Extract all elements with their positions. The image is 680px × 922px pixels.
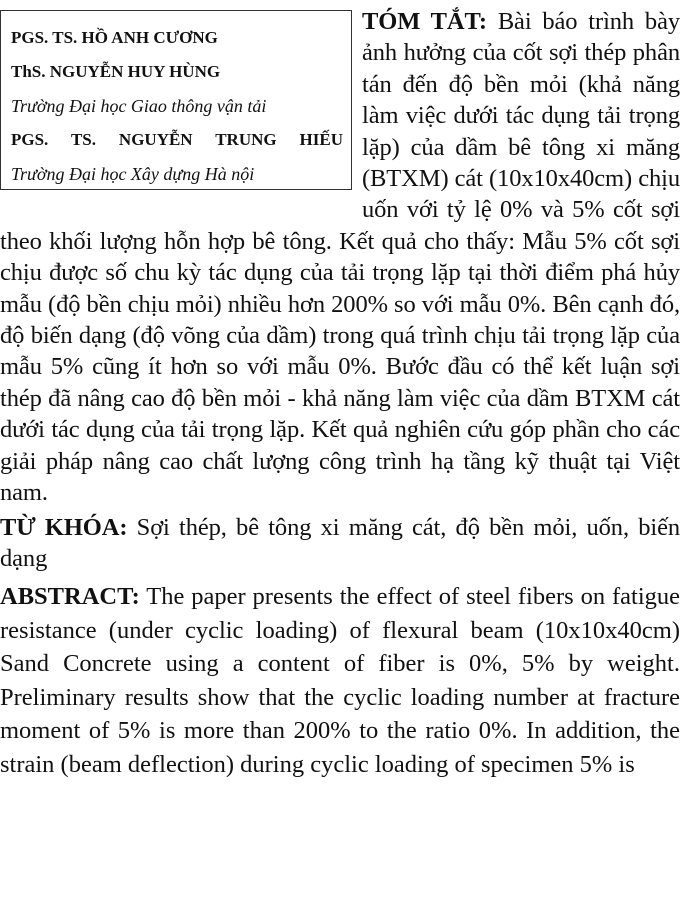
keywords-text: Sợi thép, bê tông xi măng cát, độ bền mỏi, uốn, biến dạng: [0, 513, 680, 572]
abstract-heading: ABSTRACT:: [0, 583, 140, 611]
keywords-heading: TỪ KHÓA:: [0, 513, 128, 541]
abstract-paragraph: [0, 580, 680, 781]
author-name-2: ThS. NGUYỄN HUY HÙNG: [11, 62, 221, 81]
summary-heading: TÓM TẮT:: [362, 8, 487, 35]
author-name-1: PGS. TS. HỒ ANH CƯƠNG: [11, 28, 218, 47]
summary-text: Bài báo trình bày ảnh hưởng của cốt sợi thép phân tán đến độ bền mỏi (khả năng làm việc dưới tác dụng tải trọng lặp) của dầm bê tông xi măng (BTXM) cát (10x10x40cm) chịu uốn với tỷ lệ 0% và 5% cốt sợi theo khối lượng hỗn hợp bê tông. Kết quả cho thấy: Mẫu 5% cốt sợi chịu được số chu kỳ tác dụng của tải trọng lặp tại thời điểm phá hủy mẫu (độ bền chịu mỏi) nhiều hơn 200% so với mẫu 0%. Bên cạnh đó, độ biến dạng (độ võng của dầm) trong quá trình chịu tải trọng lặp của mẫu 5% cũng ít hơn so với mẫu 0%. Bước đầu có thể kết luận sợi thép đã nâng cao độ bền mỏi - khả năng làm việc của dầm BTXM cát dưới tác dụng của tải trọng lặp. Kết quả nghiên cứu góp phần cho các giải pháp nâng cao chất lượng công trình hạ tầng kỹ thuật tại Việt nam.: [0, 8, 680, 507]
author-box: [0, 10, 352, 190]
keywords-paragraph: [0, 512, 680, 575]
author-affiliation-1: Trường Đại học Giao thông vận tải: [11, 96, 267, 116]
author-name-3: PGS. TS. NGUYỄN TRUNG HIẾU: [11, 130, 343, 149]
abstract-text: The paper presents the effect of steel fibers on fatigue resistance (under cyclic loading) of flexural beam (10x10x40cm) Sand Concrete using a content of fiber is 0%, 5% by weight. Preliminary results show that the cyclic loading number at fracture moment of 5% is more than 200% to the ratio 0%. In addition, the strain (beam deflection) during cyclic loading of specimen 5% is: [0, 583, 680, 778]
author-affiliation-2: Trường Đại học Xây dựng Hà nội: [11, 164, 255, 184]
